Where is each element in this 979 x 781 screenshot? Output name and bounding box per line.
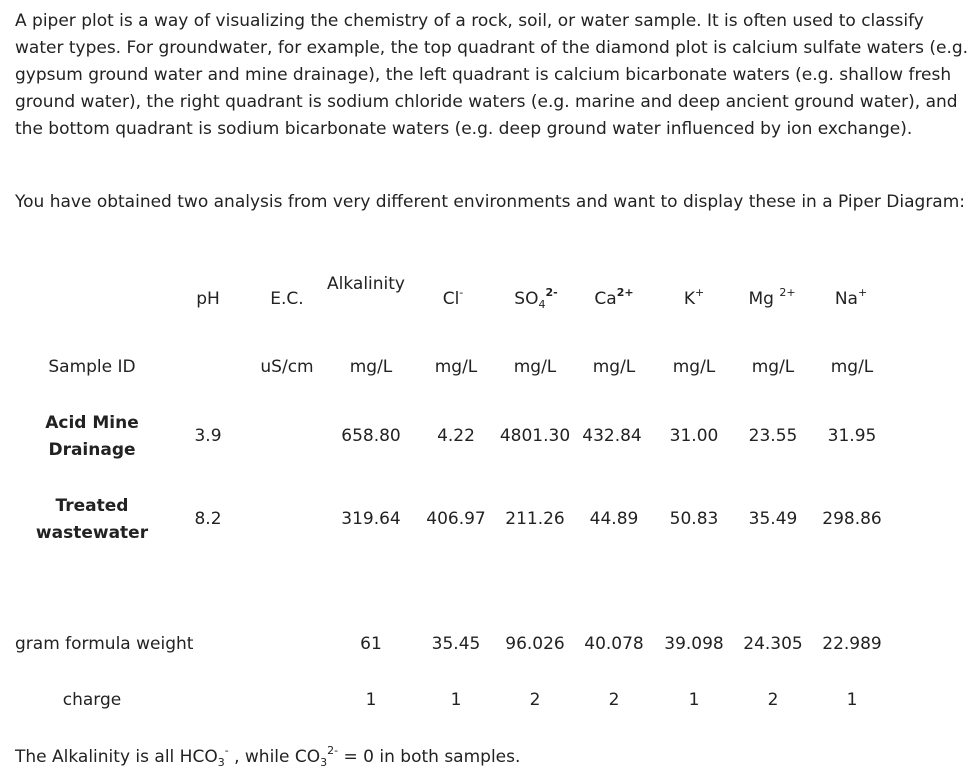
gfw-alkalinity: 61 xyxy=(360,634,382,654)
gfw-sodium: 22.989 xyxy=(822,634,882,654)
header-potassium: K+ xyxy=(683,286,705,309)
intro-paragraph-1: A piper plot is a way of visualizing the chemistry of a rock, soil, or water sample. It is often used to classify water types. For groundwater, for example, the top quadrant of the diamond plot is calcium sulfate waters (e.g. gypsum ground water and mine drainage), the left quadrant is calcium bicarbonate waters (e.g. shallow fresh ground water), the right quadrant is sodium chloride waters (e.g. marine and deep ancient ground water), and the bottom quadrant is sodium bicarbonate waters (e.g. deep ground water influenced by ion exchange). xyxy=(15,11,969,139)
alkalinity-note: The Alkalinity is all $HCO_3^-$ , while $CO_3^{2-} = 0$ in both samples. xyxy=(15,744,521,769)
sample-name-line2: Drainage xyxy=(48,440,136,460)
gfw-chloride: 35.45 xyxy=(431,634,481,654)
charge-row-label: charge xyxy=(62,690,122,710)
units-calcium: mg/L xyxy=(592,357,636,377)
units-sodium: mg/L xyxy=(830,357,874,377)
units-row-label: Sample ID xyxy=(48,357,136,377)
header-alkalinity: Alkalinity xyxy=(327,274,405,294)
gfw-potassium: 39.098 xyxy=(664,634,724,654)
sample-sodium: 31.95 xyxy=(827,426,877,446)
sample-ph: 8.2 xyxy=(194,509,222,529)
charge-alkalinity: 1 xyxy=(365,690,377,710)
sample-alkalinity: 319.64 xyxy=(341,509,401,529)
charge-chloride: 1 xyxy=(450,690,462,710)
sample-magnesium: 35.49 xyxy=(748,509,798,529)
units-sulfate: mg/L xyxy=(513,357,557,377)
header-sodium: Na+ xyxy=(834,286,868,309)
sample-calcium: 44.89 xyxy=(589,509,639,529)
header-ec: E.C. xyxy=(270,289,304,309)
sample-name-line2: wastewater xyxy=(35,523,149,543)
header-ph: pH xyxy=(196,289,220,309)
charge-sulfate: 2 xyxy=(529,690,541,710)
gfw-magnesium: 24.305 xyxy=(743,634,803,654)
units-chloride: mg/L xyxy=(434,357,478,377)
sample-chloride: 406.97 xyxy=(426,509,486,529)
sample-name-line1: Treated xyxy=(55,496,129,516)
gfw-row-label: gram formula weight xyxy=(15,634,194,654)
units-magnesium: mg/L xyxy=(751,357,795,377)
header-sulfate: $SO_4^{2-}$ xyxy=(514,286,558,311)
sample-magnesium: 23.55 xyxy=(748,426,798,446)
units-ec: uS/cm xyxy=(260,357,314,377)
sample-sodium: 298.86 xyxy=(822,509,882,529)
units-alkalinity: mg/L xyxy=(349,357,393,377)
charge-sodium: 1 xyxy=(846,690,858,710)
sample-sulfate: 211.26 xyxy=(505,509,565,529)
gfw-sulfate: 96.026 xyxy=(505,634,565,654)
gfw-calcium: 40.078 xyxy=(584,634,644,654)
charge-calcium: 2 xyxy=(608,690,620,710)
units-potassium: mg/L xyxy=(672,357,716,377)
header-chloride: Cl- xyxy=(442,286,464,309)
sample-sulfate: 4801.30 xyxy=(499,426,571,446)
sample-alkalinity: 658.80 xyxy=(341,426,401,446)
sample-ph: 3.9 xyxy=(194,426,222,446)
header-magnesium: Mg $^{2+}$ xyxy=(748,286,796,309)
charge-potassium: 1 xyxy=(688,690,700,710)
sample-potassium: 50.83 xyxy=(669,509,719,529)
sample-potassium: 31.00 xyxy=(669,426,719,446)
sample-calcium: 432.84 xyxy=(582,426,642,446)
sample-chloride: 4.22 xyxy=(437,426,475,446)
charge-magnesium: 2 xyxy=(767,690,779,710)
sample-name-line1: Acid Mine xyxy=(45,413,139,433)
header-calcium: $Ca^{2+}$ xyxy=(594,286,634,309)
intro-paragraph-2: You have obtained two analysis from very different environments and want to display these in a Piper Diagram: xyxy=(15,192,966,212)
